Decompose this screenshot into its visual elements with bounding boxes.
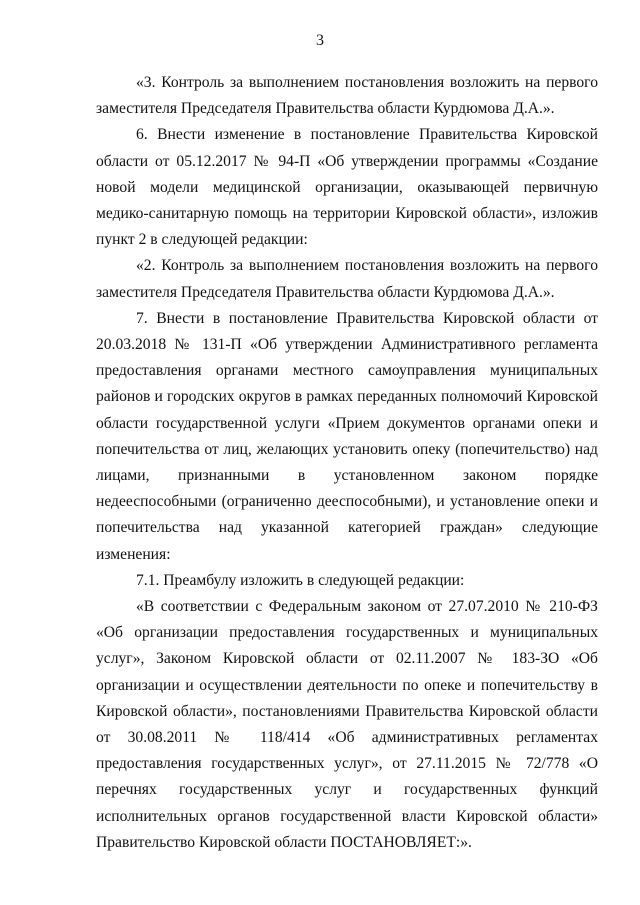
paragraph-control-clause-2: «2. Контроль за выполнением постановления возложить на первого заместителя Председателя Правительства области Курдюмова Д.А.». xyxy=(96,257,598,301)
paragraph-preamble-text: «В соответствии с Федеральным законом от 27.07.2010 № 210-ФЗ «Об организации предоставления государственных и муниципальных услуг», Законом Кировской области от 02.11.2007 № 183-ЗО «Об организации и осуществлении деятельности по опеке и попечительству в Кировской области», постановлениями Правительства Кировской области от 30.08.2011 № 118/414 «Об административных регламентах предоставления государственных услуг», от 27.11.2015 № 72/778 «О перечнях государственных услуг и государственных функций исполнительных органов государственной власти Кировской области» Правительство Кировской области ПОСТАНОВЛЯЕТ:». xyxy=(96,598,598,851)
paragraph-item-7: 7. Внести в постановление Правительства Кировской области от 20.03.2018 № 131-П «Об утверждении Административного регламента предоставления органами местного самоуправления муниципальных районов и городских округов в рамках переданных полномочий Кировской области государственной услуги «Прием документов органами опеки и попечительства от лиц, желающих установить опеку (попечительство) над лицами, признанными в установленном законом порядке недееспособными (ограниченно дееспособными), и установление опеки и попечительства над указанной категорией граждан» следующие изменения: xyxy=(96,309,598,563)
paragraph-item-6: 6. Внести изменение в постановление Правительства Кировской области от 05.12.2017 № 94-П «Об утверждении программы «Создание новой модели медицинской организации, оказывающей первичную медико-санитарную помощь на территории Кировской области», изложив пункт 2 в следующей редакции: xyxy=(96,126,598,249)
page-number: 3 xyxy=(316,32,324,49)
paragraph-item-7-1: 7.1. Преамбулу изложить в следующей редакции: xyxy=(136,571,465,589)
document-body xyxy=(96,70,598,856)
paragraph-control-clause-3: «3. Контроль за выполнением постановления возложить на первого заместителя Председателя Правительства области Курдюмова Д.А.». xyxy=(96,74,598,118)
